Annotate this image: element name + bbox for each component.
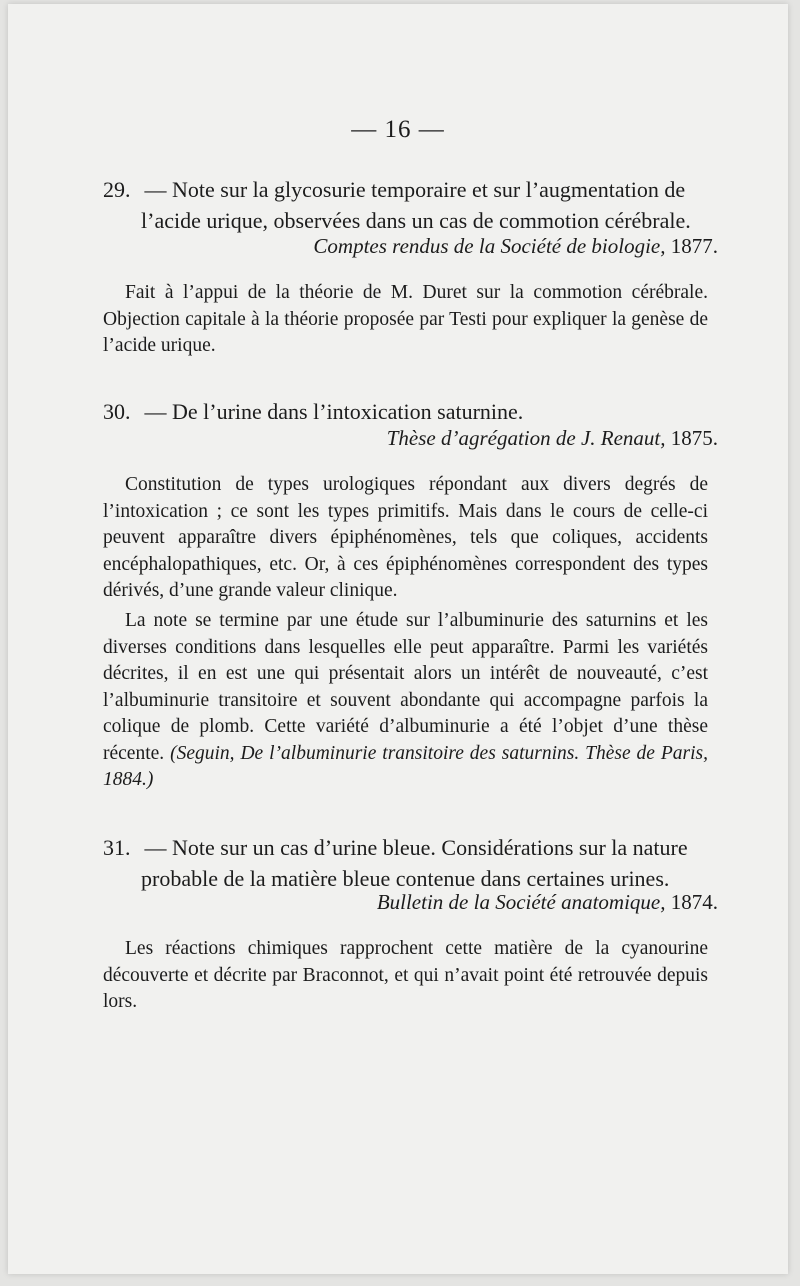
paragraph-text: Les réactions chimiques rapprochent cette matière de la cyanourine découverte et décrite par Braconnot, et qui n’avait point été retrouvée depuis lors.: [103, 938, 708, 1012]
entry-31-title: [103, 832, 713, 894]
source-citation: Comptes rendus de la Société de biologie,: [313, 234, 666, 258]
entry-number: 31.: [103, 835, 131, 860]
entry-31-source: [377, 890, 718, 915]
citation-text: (Seguin, De l’albuminurie transitoire des saturnins. Thèse de Paris, 1884.): [103, 742, 708, 790]
entry-title-line2: probable de la matière bleue contenue dans certaines urines.: [141, 866, 670, 891]
source-citation: Bulletin de la Société anatomique,: [376, 890, 666, 914]
entry-30-source: [387, 426, 718, 451]
entry-30-summary: [103, 472, 708, 605]
entry-29-source: [313, 234, 718, 259]
document-page: [8, 4, 788, 1274]
source-year: 1875.: [670, 426, 718, 450]
entry-30-summary-2: [103, 608, 708, 794]
entry-title-line1: — De l’urine dans l’intoxication saturnine.: [144, 399, 524, 424]
paragraph-text: La note se termine par une étude sur l’albuminurie des saturnins et les diverses conditions dans lesquelles elle peut apparaître. Parmi les variétés décrites, il en est une qui présentait alors un intérêt de nouveauté, c’est l’albuminurie transitoire et souvent abondante qui accompagne parfois la colique de plomb. Cette variété d’albuminurie a été l’objet d’une thèse récente.: [103, 610, 708, 764]
entry-title-line1: — Note sur un cas d’urine bleue. Considérations sur la nature: [144, 835, 688, 860]
paragraph-text: Fait à l’appui de la théorie de M. Duret sur la commotion cérébrale. Objection capitale à la théorie proposée par Testi pour expliquer la genèse de l’acide urique.: [103, 282, 708, 356]
entry-title-line1: — Note sur la glycosurie temporaire et sur l’augmentation de: [144, 177, 686, 202]
source-year: 1874.: [670, 890, 718, 914]
paragraph-text: Constitution de types urologiques répondant aux divers degrés de l’intoxication ; ce sont les types primitifs. Mais dans le cours de celle-ci peuvent apparaître divers épiphénomènes, tels que coliques, accidents encéphalopathiques, etc. Or, à ces épiphénomènes correspondent des types dérivés, d’une grande valeur clinique.: [103, 474, 708, 601]
entry-number: 30.: [103, 399, 131, 424]
entry-title-line2: l’acide urique, observées dans un cas de commotion cérébrale.: [141, 208, 691, 233]
entry-number: 29.: [103, 177, 131, 202]
entry-31-summary: [103, 936, 708, 1016]
entry-29-summary: [103, 280, 708, 360]
page-number: — 16 —: [351, 116, 445, 143]
source-citation: Thèse d’agrégation de J. Renaut,: [386, 426, 666, 450]
entry-29-title: [103, 174, 713, 236]
source-year: 1877.: [670, 234, 718, 258]
entry-30-title: [103, 396, 713, 427]
